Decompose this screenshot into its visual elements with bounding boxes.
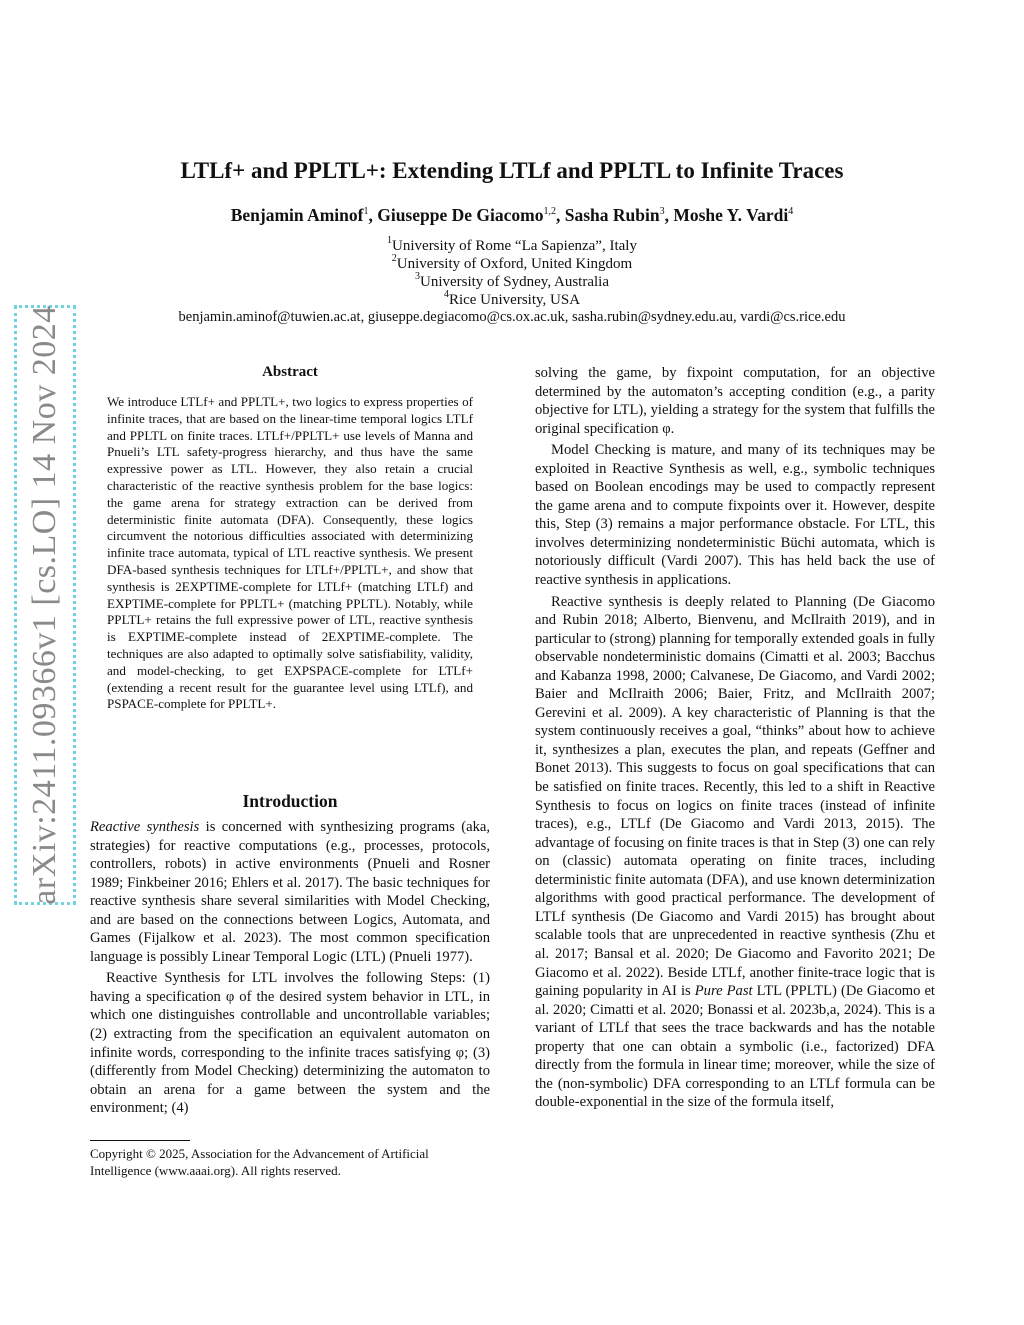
author-affiliation-mark: 1,2	[543, 206, 556, 217]
paragraph: Reactive Synthesis for LTL involves the following Steps: (1) having a specification φ of the desired system behavior in LTL, in which one distinguishes controllable and uncontrollable variables; (2) extracting from the specification an equivalent automaton on infinite words, corresponding to the infinite traces satisfying φ; (3) (differently from Model Checking) determinizing the automaton to obtain an arena for a game between the system and the environment; (4)	[90, 970, 490, 1117]
author-name: Moshe Y. Vardi	[673, 205, 789, 225]
paragraph-text: is concerned with synthesizing programs (aka, strategies) for reactive computations (e.g., processes, protocols, controllers, robots) in active environments (Pnueli and Rosner 1989; Finkbeiner 2016; Ehlers et al. 2017). The basic techniques for reactive synthesis share several similarities with Model Checking, and are based on the connections between Logics, Automata, and Games (Fijalkow et al. 2023). The most common specification language is possibly Linear Temporal Logic (LTL) (Pnueli 1977).	[90, 819, 490, 965]
affiliation	[60, 271, 964, 291]
paragraph-text: Reactive synthesis is deeply related to Planning (De Giacomo and Rubin 2018; Alberto, Bienvenu, and McIlraith 2019), and in particular to (strong) planning for temporally extended goals in fully observable nondeterministic domains (Cimatti et al. 2003; Bacchus and Kabanza 1998, 2000; Calvanese, De Giacomo, and Vardi 2002; Baier and McIlraith 2006; Baier, Fritz, and McIlraith 2007; Gerevini et al. 2009). A key characteristic of Planning is that the system continuously receives a goal, “thinks” about how to achieve it, synthesizes a plan, executes the plan, and repeats (Geffner and Bonet 2013). This suggests to focus on goal specifications that can be satisfied on finite traces. Recently, this led to a shift in Reactive Synthesis to focus on logics on finite traces (instead of infinite traces), e.g., LTLf (De Giacomo and Vardi 2013, 2015). The advantage of focusing on finite traces is that in Step (3) one can rely on (classic) automata operating on finite traces, including deterministic finite automata (DFA), and use known determinization algorithms with good practical performance. The development of LTLf synthesis (De Giacomo and Vardi 2015) has brought about scalable tools that are unprecedented in reactive synthesis (Zhu et al. 2017; Bansal et al. 2020; De Giacomo and Favorito 2021; De Giacomo et al. 2022). Beside LTLf, another finite-trace logic that is gaining popularity in AI is	[535, 593, 936, 1000]
affiliation	[60, 253, 964, 273]
emphasis-text: Reactive synthesis	[90, 819, 200, 835]
affiliation-text: University of Rome “La Sapienza”, Italy	[392, 238, 637, 254]
author-list: Benjamin Aminof$^1$, Giuseppe De Giacomo$^{1,2}$, Sasha Rubin$^3$, Moshe Y. Vardi$^4$	[230, 205, 794, 225]
author-affiliation-mark: 4	[788, 206, 794, 217]
paper-title: LTLf+ and PPLTL+: Extending LTLf and PPLTL to Infinite Traces	[180, 158, 844, 183]
affiliation-mark: 4	[443, 289, 449, 300]
affiliation-mark: 1	[387, 235, 393, 246]
paragraph	[535, 593, 935, 1112]
affiliation-text: University of Sydney, Australia	[419, 274, 609, 290]
affiliation	[60, 289, 964, 309]
emphasis-text: Pure Past	[694, 983, 753, 1000]
author-name: Giuseppe De Giacomo	[377, 205, 544, 225]
arxiv-side-stamp: arXiv:2411.09366v1 [cs.LO] 14 Nov 2024	[14, 305, 76, 905]
author-affiliation-mark: 1	[363, 206, 369, 217]
abstract-heading: Abstract	[262, 364, 318, 380]
author-name: Sasha Rubin	[564, 205, 660, 225]
right-column-body	[535, 364, 935, 1115]
paragraph-text: LTL (PPLTL) (De Giacomo et al. 2020; Cimatti et al. 2020; Bonassi et al. 2023b,a, 2024). This is a variant of LTLf that sees the trace backwards and has the notable property that one can obtain a symbolic (i.e., factorized) DFA directly from the formula in linear time; moreover, while the size of the (non-symbolic) DFA corresponding to an LTLf formula can be double-exponential in the size of the formula itself,	[535, 983, 935, 1111]
author-affiliation-mark: 3	[659, 206, 665, 217]
author-emails: benjamin.aminof@tuwien.ac.at, giuseppe.degiacomo@cs.ox.ac.uk, sasha.rubin@sydney.edu.au, vardi@cs.rice.edu	[178, 309, 846, 325]
abstract-text: We introduce LTLf+ and PPLTL+, two logics to express properties of infinite traces, that are based on the linear-time temporal logics LTLf and PPLTL on finite traces. LTLf+/PPLTL+ use levels of Manna and Pnueli’s LTL safety-progress hierarchy, and thus have the same expressive power as LTL. However, they also retain a crucial characteristic of the reactive synthesis problem for the base logics: the game arena for strategy extraction can be derived from deterministic finite automata (DFA). Consequently, these logics circumvent the notorious difficulties associated with determinizing infinite trace automata, typical of LTL reactive synthesis. We present DFA-based synthesis techniques for LTLf+/PPLTL+, and show that synthesis is 2EXPTIME-complete for LTLf+ (matching LTLf) and EXPTIME-complete for PPLTL+ (matching PPLTL). Notably, while PPLTL+ retains the full expressive power of LTL, reactive synthesis is EXPTIME-complete instead of 2EXPTIME-complete. The techniques are also adapted to optimally solve satisfiability, validity, and model-checking, to get EXPSPACE-complete for LTLf+ (extending a recent result for the guarantee level using LTLf), and PSPACE-complete for PPLTL+.	[107, 394, 473, 712]
affiliation	[60, 235, 964, 255]
paragraph: solving the game, by fixpoint computation, for an objective determined by the automaton’s accepting condition (e.g., a parity objective for LTL), yielding a strategy for the system that fulfills the original specification φ.	[535, 365, 935, 437]
left-column-body	[90, 818, 490, 1121]
paragraph: Model Checking is mature, and many of its techniques may be exploited in Reactive Synthesis as well, e.g., symbolic techniques based on Boolean encodings may be used to compactly represent the game arena and to compute fixpoints over it. However, despite this, Step (3) remains a major performance obstacle. For LTL, this involves determinizing nondeterministic Büchi automata, which is notoriously difficult (Vardi 2007). This has held back the use of reactive synthesis in applications.	[535, 442, 935, 589]
affiliation-mark: 3	[414, 271, 420, 282]
affiliation-mark: 2	[391, 253, 397, 264]
affiliation-text: University of Oxford, United Kingdom	[396, 256, 633, 272]
footnote-divider	[90, 1140, 190, 1141]
introduction-heading: Introduction	[242, 791, 338, 811]
paragraph	[90, 818, 490, 966]
author-name: Benjamin Aminof	[230, 205, 364, 225]
affiliation-text: Rice University, USA	[448, 292, 581, 308]
copyright-footnote: Copyright © 2025, Association for the Advancement of Artificial Intelligence (www.aaai.org). All rights reserved.	[90, 1146, 429, 1178]
